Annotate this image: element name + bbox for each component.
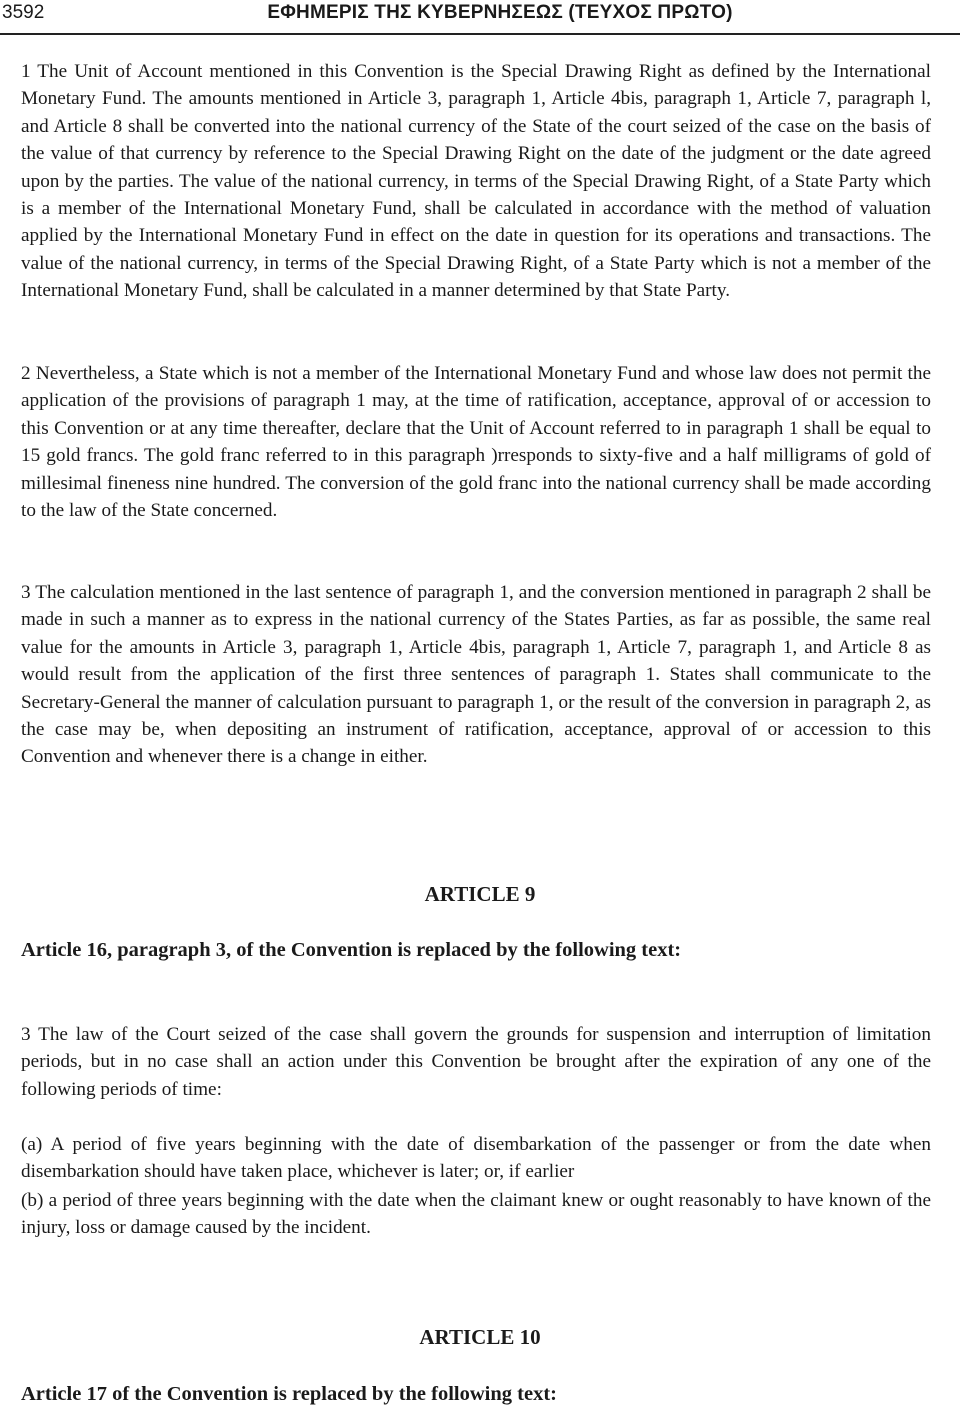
article-9-paragraph: 3 The law of the Court seized of the case shall govern the grounds for suspension and interruption of limitation periods, but in no case shall an action under this Convention be brought after the expiration of any one of the following periods of time: bbox=[21, 1024, 931, 1100]
paragraph-3: 3 The calculation mentioned in the last sentence of paragraph 1, and the conversion mentioned in paragraph 2 shall be made in such a manner as to express in the national currency of the States Parties, as far as possible, the same real value for the amounts in Article 3, paragraph 1, Article 4bis, paragraph 1, Article 7, paragraph 1, and Article 8 as would result from the application of the first three sentences of paragraph 1. States shall communicate to the Secretary-General the manner of calculation pursuant to paragraph 1, or the result of the conversion in paragraph 2, as the case may be, when depositing an instrument of ratification, acceptance, approval of or accession to this Convention and whenever there is a change in either. bbox=[21, 582, 931, 768]
article-9-heading: ARTICLE 9 bbox=[424, 882, 536, 906]
article-9-item-a: (a) A period of five years beginning with the date of disembarkation of the passenger or from the date when disembarkation should have taken place, whichever is later; or, if earlier bbox=[21, 1134, 931, 1183]
article-9-item-b: (b) a period of three years beginning with the date when the claimant knew or ought reasonably to have known of the injury, loss or damage caused by the incident. bbox=[21, 1190, 931, 1239]
article-9-intro: Article 16, paragraph 3, of the Convention is replaced by the following text: bbox=[21, 939, 682, 961]
paragraph-1: 1 The Unit of Account mentioned in this Convention is the Special Drawing Right as defined by the International Monetary Fund. The amounts mentioned in Article 3, paragraph 1, Article 4bis, paragraph 1, Article 7, paragraph l, and Article 8 shall be converted into the national currency of the State of the court seized of the case on the basis of the value of that currency by reference to the Special Drawing Right on the date of the judgment or the date agreed upon by the parties. The value of the national currency, in terms of the Special Drawing Right, of a State Party which is a member of the International Monetary Fund, shall be calculated in accordance with the method of valuation applied by the International Monetary Fund in effect on the date in question for its operations and transactions. The value of the national currency, in terms of the Special Drawing Right, of a State Party which is not a member of the International Monetary Fund, shall be calculated in a manner determined by that State Party. bbox=[21, 61, 931, 302]
journal-title: ΕΦΗΜΕΡΙΣ ΤΗΣ ΚΥΒΕΡΝΗΣΕΩΣ (ΤΕΥΧΟΣ ΠΡΩΤΟ) bbox=[267, 2, 733, 23]
page-header bbox=[0, 0, 960, 35]
paragraph-2: 2 Nevertheless, a State which is not a member of the International Monetary Fund and whose law does not permit the application of the provisions of paragraph 1 may, at the time of ratification, acceptance, approval of or accession to this Convention or at any time thereafter, declare that the Unit of Account referred to in paragraph 1 shall be equal to 15 gold francs. The gold franc referred to in this paragraph )rresponds to sixty-five and a half milligrams of gold of millesimal fineness nine hundred. The conversion of the gold franc into the national currency shall be made according to the law of the State concerned. bbox=[21, 363, 931, 522]
page-number: 3592 bbox=[2, 2, 45, 23]
article-10-heading: ARTICLE 10 bbox=[419, 1325, 541, 1349]
article-10-intro: Article 17 of the Convention is replaced by the following text: bbox=[21, 1383, 557, 1405]
